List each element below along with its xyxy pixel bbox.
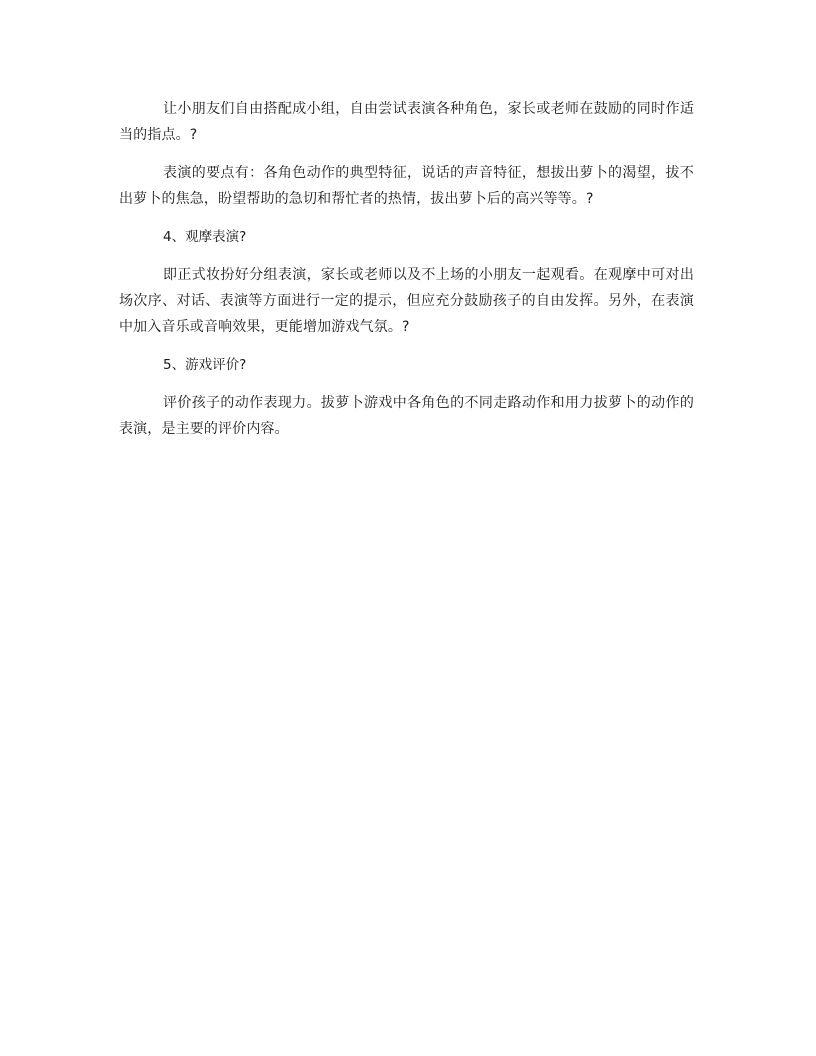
- paragraph-observe-performance: 即正式妆扮好分组表演，家长或老师以及不上场的小朋友一起观看。在观摩中可对出场次序、对话、表演等方面进行一定的提示，但应充分鼓励孩子的自由发挥。另外，在表演中加入音乐或音响效果，更能增加游戏气氛。?: [119, 267, 694, 335]
- section-heading-observe-performance: 4、观摩表演?: [163, 229, 247, 245]
- section-heading-game-evaluation: 5、游戏评价?: [163, 357, 247, 373]
- paragraph-group-performance: 让小朋友们自由搭配成小组，自由尝试表演各种角色，家长或老师在鼓励的同时作适当的指点。?: [119, 101, 694, 143]
- paragraph-game-evaluation: 评价孩子的动作表现力。拔萝卜游戏中各角色的不同走路动作和用力拔萝卜的动作的表演，是主要的评价内容。: [119, 395, 694, 437]
- paragraph-performance-key-points: 表演的要点有：各角色动作的典型特征，说话的声音特征，想拔出萝卜的渴望，拔不出萝卜的焦急，盼望帮助的急切和帮忙者的热情，拔出萝卜后的高兴等等。?: [119, 165, 694, 207]
- document-body: [119, 96, 694, 454]
